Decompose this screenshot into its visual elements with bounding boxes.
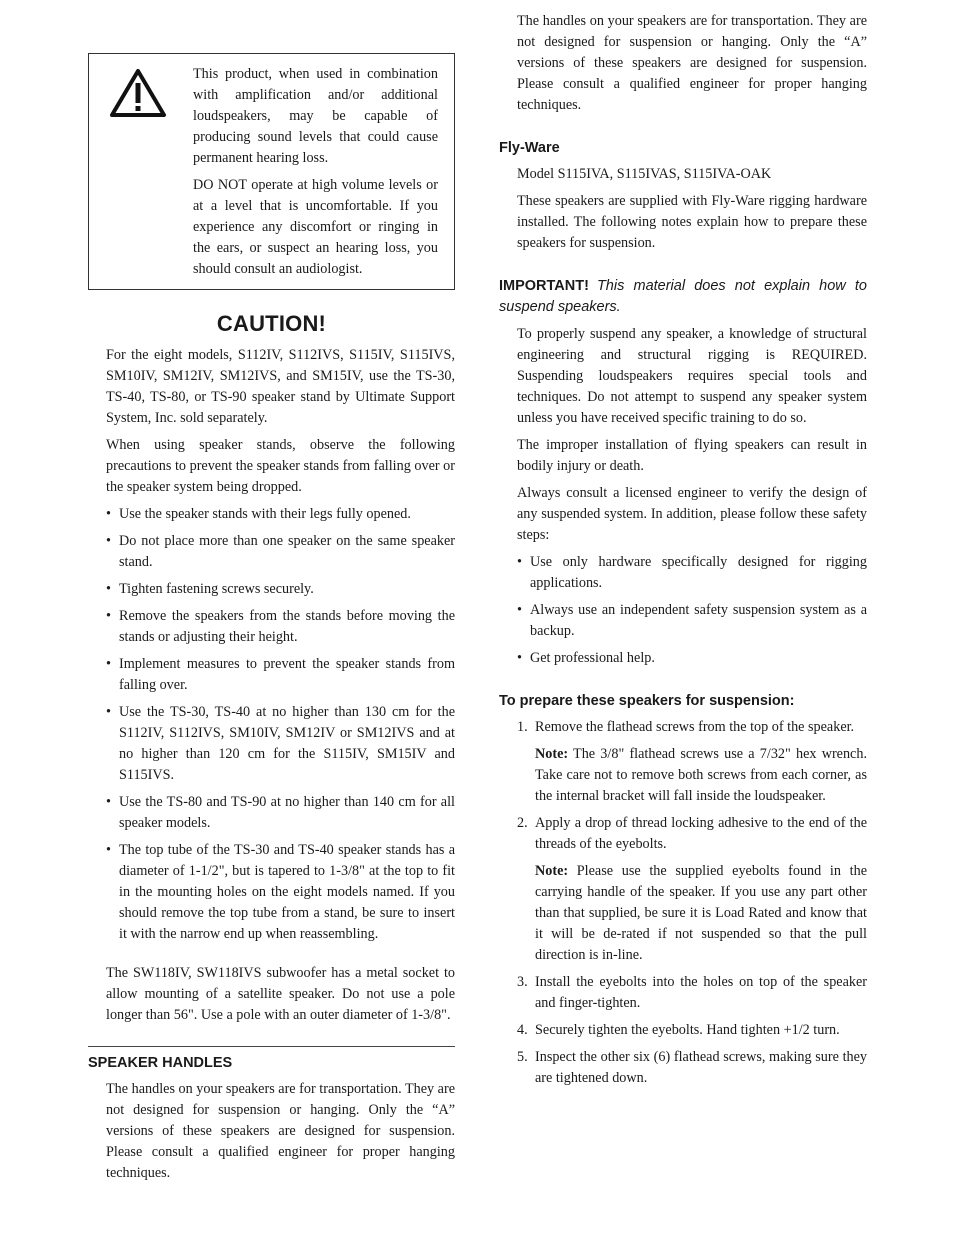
list-item: • Use only hardware specifically designed for rigging applications. [517, 552, 867, 594]
speaker-handles-paragraph-continued: The handles on your speakers are for transportation. They are not designed for suspension or hanging. Only the “A” versions of these speakers are designed for suspension. Please consult a qualified engineer for proper hanging techniques. [517, 13, 867, 113]
list-item [517, 813, 867, 966]
step-number: 5. [517, 1049, 528, 1065]
fly-ware-heading: Fly-Ware [499, 140, 560, 156]
prepare-heading: To prepare these speakers for suspension: [499, 693, 795, 709]
left-column [88, 53, 455, 1181]
step-number: 4. [517, 1022, 528, 1038]
step-note: The 3/8" flathead screws use a 7/32" hex wrench. Take care not to remove both screws from each corner, as the internal bracket will fall inside the loudspeaker. [535, 746, 867, 804]
warning-triangle-icon [109, 68, 167, 118]
step-text: Securely tighten the eyebolts. Hand tighten +1/2 turn. [535, 1022, 840, 1038]
rigging-paragraph-3: Always consult a licensed engineer to verify the design of any suspended system. In addition, please follow these safety steps: [517, 485, 867, 543]
fly-ware-paragraph: These speakers are supplied with Fly-Ware rigging hardware installed. The following notes explain how to prepare these speakers for suspension. [517, 193, 867, 251]
caution-paragraph-1: For the eight models, S112IV, S112IVS, S115IV, S115IVS, SM10IV, SM12IV, SM12IVS, and SM15IV, use the TS-30, TS-40, TS-80, or TS-90 speaker stand by Ultimate Support System, Inc. sold separately. [106, 347, 455, 426]
list-item [517, 717, 867, 807]
rigging-paragraph-1: To properly suspend any speaker, a knowledge of structural engineering and structural rigging is REQUIRED. Suspending loudspeakers requires special tools and techniques. Do not attempt to suspend any speaker system unless you have received specific training to do so. [517, 326, 867, 426]
speaker-handles-paragraph: The handles on your speakers are for transportation. They are not designed for suspension or hanging. Only the “A” versions of these speakers are designed for suspension. Please consult a qualified engineer for proper hanging techniques. [106, 1081, 455, 1181]
list-item: • Do not place more than one speaker on the same speaker stand. [106, 531, 455, 573]
important-label: IMPORTANT! [499, 278, 589, 294]
list-item: • Use the TS-30, TS-40 at no higher than 130 cm for the S112IV, S112IVS, SM10IV, SM12IV or SM12IVS and at no higher than 120 cm for the S115IV, SM15IV and S115IVS. [106, 702, 455, 786]
step-text: Remove the flathead screws from the top of the speaker. [535, 719, 855, 735]
step-note: Please use the supplied eyebolts found in the carrying handle of the speaker. If you use any part other than that supplied, be sure it is Load Rated and know that it will be de-rated if not suspended so that the pull direction is in-line. [535, 863, 867, 963]
safety-steps-list [499, 552, 867, 669]
hearing-warning-box [88, 53, 455, 290]
list-item: • Use the speaker stands with their legs fully opened. [106, 504, 455, 525]
fly-ware-models: Model S115IVA, S115IVAS, S115IVA-OAK [517, 166, 772, 182]
step-number: 2. [517, 815, 528, 831]
step-text: Inspect the other six (6) flathead screws, making sure they are tightened down. [535, 1049, 867, 1086]
list-item: • Remove the speakers from the stands before moving the stands or adjusting their height. [106, 606, 455, 648]
list-item [517, 972, 867, 1014]
list-item [517, 1020, 867, 1041]
section-divider [88, 1046, 455, 1047]
list-item: • Use the TS-80 and TS-90 at no higher than 140 cm for all speaker models. [106, 792, 455, 834]
note-label: Note: [535, 863, 569, 879]
list-item [517, 1047, 867, 1089]
speaker-handles-heading: SPEAKER HANDLES [88, 1055, 233, 1071]
step-text: Apply a drop of thread locking adhesive to the end of the threads of the eyebolts. [535, 815, 867, 852]
suspension-steps-list [499, 717, 867, 1089]
warning-paragraph-1: This product, when used in combination with amplification and/or additional loudspeakers, may be capable of producing sound levels that could cause permanent hearing loss. [193, 66, 438, 166]
step-number: 1. [517, 719, 528, 735]
step-number: 3. [517, 974, 528, 990]
list-item: • Tighten fastening screws securely. [106, 579, 455, 600]
rigging-paragraph-2: The improper installation of flying speakers can result in bodily injury or death. [517, 437, 867, 474]
important-text: This material does not explain how to suspend speakers. [499, 278, 867, 315]
subwoofer-paragraph: The SW118IV, SW118IVS subwoofer has a metal socket to allow mounting of a satellite speaker. Do not use a pole longer than 56". Use a pole with an outer diameter of 1-3/8". [106, 965, 455, 1023]
right-column [499, 13, 867, 1095]
step-text: Install the eyebolts into the holes on top of the speaker and finger-tighten. [535, 974, 867, 1011]
note-label: Note: [535, 746, 569, 762]
list-item: • The top tube of the TS-30 and TS-40 speaker stands has a diameter of 1-1/2", but is tapered to 1-3/8" at the top to fit in the mounting holes on the eight models named. If you should remove the top tube from a stand, be sure to insert it with the narrow end up when reassembling. [106, 840, 455, 945]
list-item: • Get professional help. [517, 648, 867, 669]
warning-text [193, 64, 438, 286]
caution-paragraph-2: When using speaker stands, observe the following precautions to prevent the speaker stands from falling over or the speaker system being dropped. [106, 437, 455, 495]
important-notice [499, 276, 867, 318]
stand-precautions-list [88, 504, 455, 945]
caution-heading: CAUTION! [216, 311, 327, 336]
list-item: • Always use an independent safety suspension system as a backup. [517, 600, 867, 642]
list-item: • Implement measures to prevent the speaker stands from falling over. [106, 654, 455, 696]
warning-paragraph-2: DO NOT operate at high volume levels or at a level that is uncomfortable. If you experience any discomfort or ringing in the ears, or suspect an hearing loss, you should consult an audiologist. [193, 177, 438, 277]
